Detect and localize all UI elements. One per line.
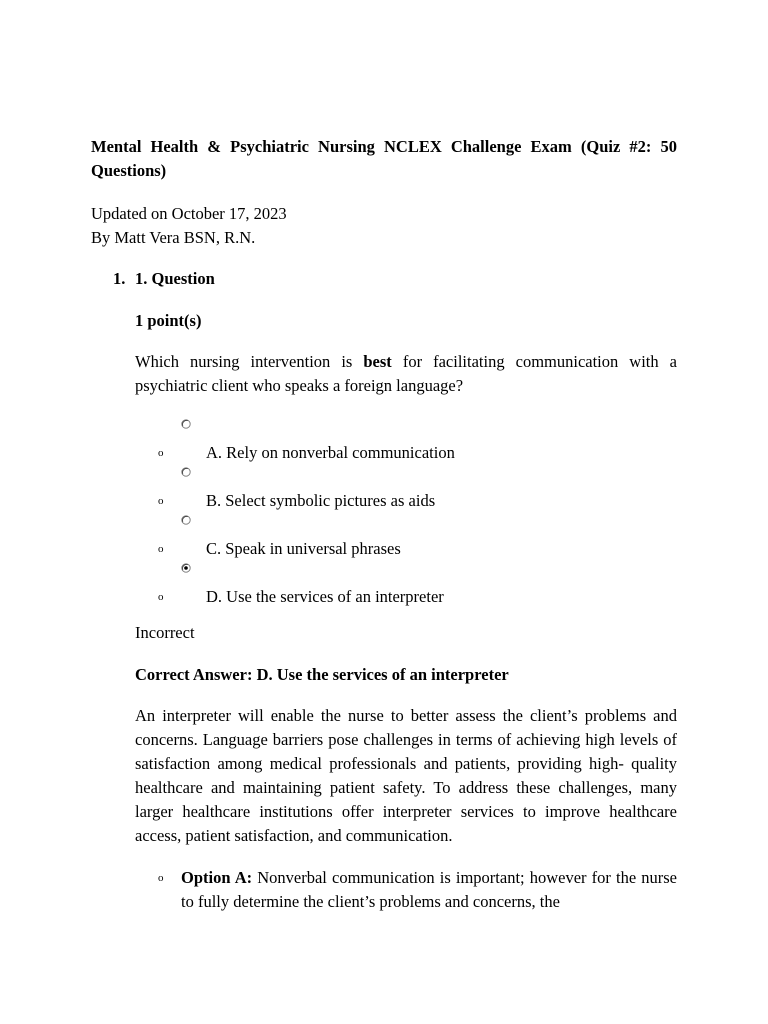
page-title: Mental Health & Psychiatric Nursing NCLEX Challenge Exam (Quiz #2: 50 Questions) bbox=[91, 137, 677, 180]
question-text-emphasis: best bbox=[363, 352, 392, 371]
option-bullet: o bbox=[158, 447, 164, 459]
answer-option-a[interactable] bbox=[135, 419, 677, 467]
radio-button-d-selected[interactable] bbox=[181, 563, 191, 573]
question-list bbox=[91, 267, 677, 914]
option-label: A. Rely on nonverbal communication bbox=[206, 443, 455, 462]
radio-button-c[interactable] bbox=[181, 515, 191, 525]
option-bullet: o bbox=[158, 495, 164, 507]
correct-answer: Correct Answer: D. Use the services of an interpreter bbox=[135, 665, 509, 684]
document-page bbox=[91, 135, 677, 914]
rationale-label: Option A: bbox=[181, 868, 253, 887]
question-item bbox=[135, 267, 677, 914]
list-number: 1. bbox=[113, 269, 126, 288]
rationale-item bbox=[135, 866, 677, 914]
answer-option-d[interactable] bbox=[135, 563, 677, 611]
author-byline: By Matt Vera BSN, R.N. bbox=[91, 228, 256, 247]
question-heading: 1. Question bbox=[135, 269, 215, 288]
radio-button-a[interactable] bbox=[181, 419, 191, 429]
answer-option-b[interactable] bbox=[135, 467, 677, 515]
answer-explanation: An interpreter will enable the nurse to better assess the client’s problems and concerns. Language barriers pose challenges in terms of achieving high levels of satisfaction among medical professionals and patients, providing high- quality healthcare and maintaining patient safety. To address these challenges, many larger healthcare institutions offer interpreter services to improve healthcare access, patient satisfaction, and communication. bbox=[135, 706, 677, 845]
radio-button-b[interactable] bbox=[181, 467, 191, 477]
question-text-after: for facilitating communication with a psychiatric client who speaks a foreign language? bbox=[135, 352, 677, 395]
option-label: B. Select symbolic pictures as aids bbox=[206, 491, 436, 510]
updated-date: Updated on October 17, 2023 bbox=[91, 204, 287, 223]
answer-option-c[interactable] bbox=[135, 515, 677, 563]
question-text-before: Which nursing intervention is bbox=[135, 352, 364, 371]
rationale-text: Nonverbal communication is important; however for the nurse to fully determine the client’s problems and concerns, the bbox=[181, 868, 677, 911]
rationale-bullet: o bbox=[158, 872, 164, 884]
question-points: 1 point(s) bbox=[135, 311, 202, 330]
rationale-list bbox=[135, 866, 677, 914]
question-text bbox=[135, 350, 677, 398]
article-meta bbox=[91, 202, 677, 250]
option-label: D. Use the services of an interpreter bbox=[206, 587, 444, 606]
option-bullet: o bbox=[158, 591, 164, 603]
option-bullet: o bbox=[158, 543, 164, 555]
answer-options bbox=[135, 419, 677, 611]
answer-result: Incorrect bbox=[135, 623, 195, 642]
option-label: C. Speak in universal phrases bbox=[206, 539, 401, 558]
